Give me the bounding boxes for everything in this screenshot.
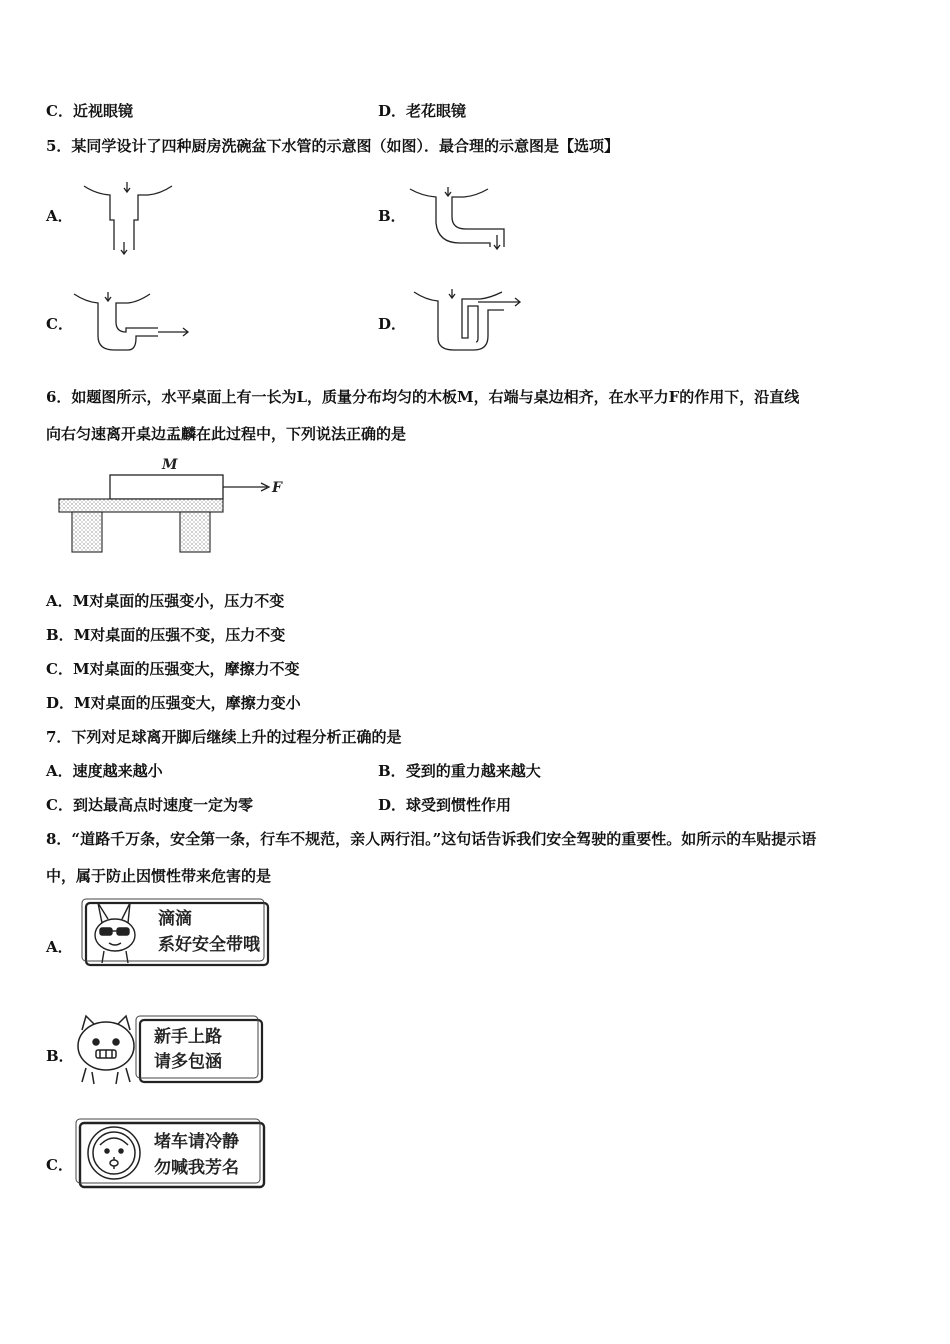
- drain-diagram-d: [412, 286, 532, 356]
- sticker-b-line2: 请多包涵: [154, 1052, 222, 1072]
- q7-option-d: [378, 795, 511, 815]
- option-label: B．: [46, 626, 74, 644]
- sticker-b-line1: 新手上路: [154, 1027, 222, 1047]
- table-leg-left: [72, 512, 102, 552]
- mass-label: M: [162, 457, 178, 473]
- drain-diagram-a: [80, 178, 190, 258]
- q6-stem-line1: 6．如题图所示，水平桌面上有一长为L，质量分布均匀的木板M，右端与桌边相齐，在水平力F的作用下，沿直线: [46, 388, 800, 406]
- option-text: 速度越来越小: [72, 762, 163, 780]
- option-label: A．: [46, 592, 73, 610]
- q7-stem: 7．下列对足球离开脚后继续上升的过程分析正确的是: [46, 728, 402, 746]
- sticker-c-line1: 堵车请冷静: [154, 1132, 239, 1152]
- option-text: M对桌面的压强不变，压力不变: [73, 626, 286, 644]
- option-text: 受到的重力越来越大: [405, 762, 541, 780]
- q6-option-d: [46, 693, 301, 713]
- option-label: D．: [378, 102, 407, 120]
- option-text: M对桌面的压强变小，压力不变: [72, 592, 285, 610]
- sticker-c: [74, 1117, 270, 1193]
- q5-option-b-label: B．: [378, 207, 406, 225]
- q5-option-c-label: C．: [46, 315, 73, 333]
- shush-face-icon: [88, 1127, 140, 1179]
- option-label: B．: [378, 762, 406, 780]
- q7-option-c: [46, 795, 253, 815]
- drain-diagram-b: [408, 183, 523, 253]
- option-text: 近视眼镜: [72, 102, 133, 120]
- force-label: F: [272, 480, 282, 496]
- q7-option-b: [378, 761, 541, 781]
- option-label: C．: [46, 102, 73, 120]
- q8-option-c-label: C．: [46, 1156, 73, 1174]
- option-label: C．: [46, 796, 73, 814]
- q5-stem: 5．某同学设计了四种厨房洗碗盆下水管的示意图（如图）．最合理的示意图是【选项】: [46, 137, 619, 155]
- sticker-a-line2: 系好安全带哦: [158, 935, 260, 955]
- q5-option-d-label: D．: [378, 315, 407, 333]
- drain-diagram-c: [72, 288, 197, 356]
- board-table-diagram: [55, 455, 295, 555]
- option-text: M对桌面的压强变大，摩擦力变小: [74, 694, 301, 712]
- board-m: [110, 475, 223, 499]
- sticker-b: [72, 1012, 268, 1088]
- option-label: C．: [46, 660, 73, 678]
- option-text: M对桌面的压强变大，摩擦力不变: [72, 660, 300, 678]
- option-text: 到达最高点时速度一定为零: [72, 796, 253, 814]
- cat-face-icon: [78, 1016, 134, 1084]
- sticker-a-line1: 滴滴: [158, 909, 192, 929]
- q8-stem-line1: 8．“道路千万条，安全第一条，行车不规范，亲人两行泪。”这句话告诉我们安全驾驶的重要性。如所示的车贴提示语: [46, 830, 817, 848]
- q6-option-a: [46, 591, 284, 611]
- q8-option-a-label: A．: [46, 938, 73, 956]
- q6-option-b: [46, 625, 285, 645]
- q5-option-a-label: A．: [46, 207, 73, 225]
- q7-option-a: [46, 761, 163, 781]
- q6-option-c: [46, 659, 300, 679]
- q8-option-b-label: B．: [46, 1047, 74, 1065]
- q4-option-c: [46, 101, 133, 121]
- option-label: D．: [46, 694, 75, 712]
- q4-option-d: [378, 101, 466, 121]
- option-label: D．: [378, 796, 407, 814]
- sticker-a: [80, 897, 272, 971]
- option-text: 球受到惯性作用: [406, 796, 512, 814]
- table-leg-right: [180, 512, 210, 552]
- table-top: [59, 499, 223, 512]
- q6-stem-line2: 向右匀速离开桌边盂麟在此过程中，下列说法正确的是: [46, 425, 407, 443]
- option-label: A．: [46, 762, 73, 780]
- option-text: 老花眼镜: [406, 102, 467, 120]
- q8-stem-line2: 中，属于防止因惯性带来危害的是: [46, 867, 272, 885]
- sticker-c-line2: 勿喊我芳名: [154, 1158, 239, 1178]
